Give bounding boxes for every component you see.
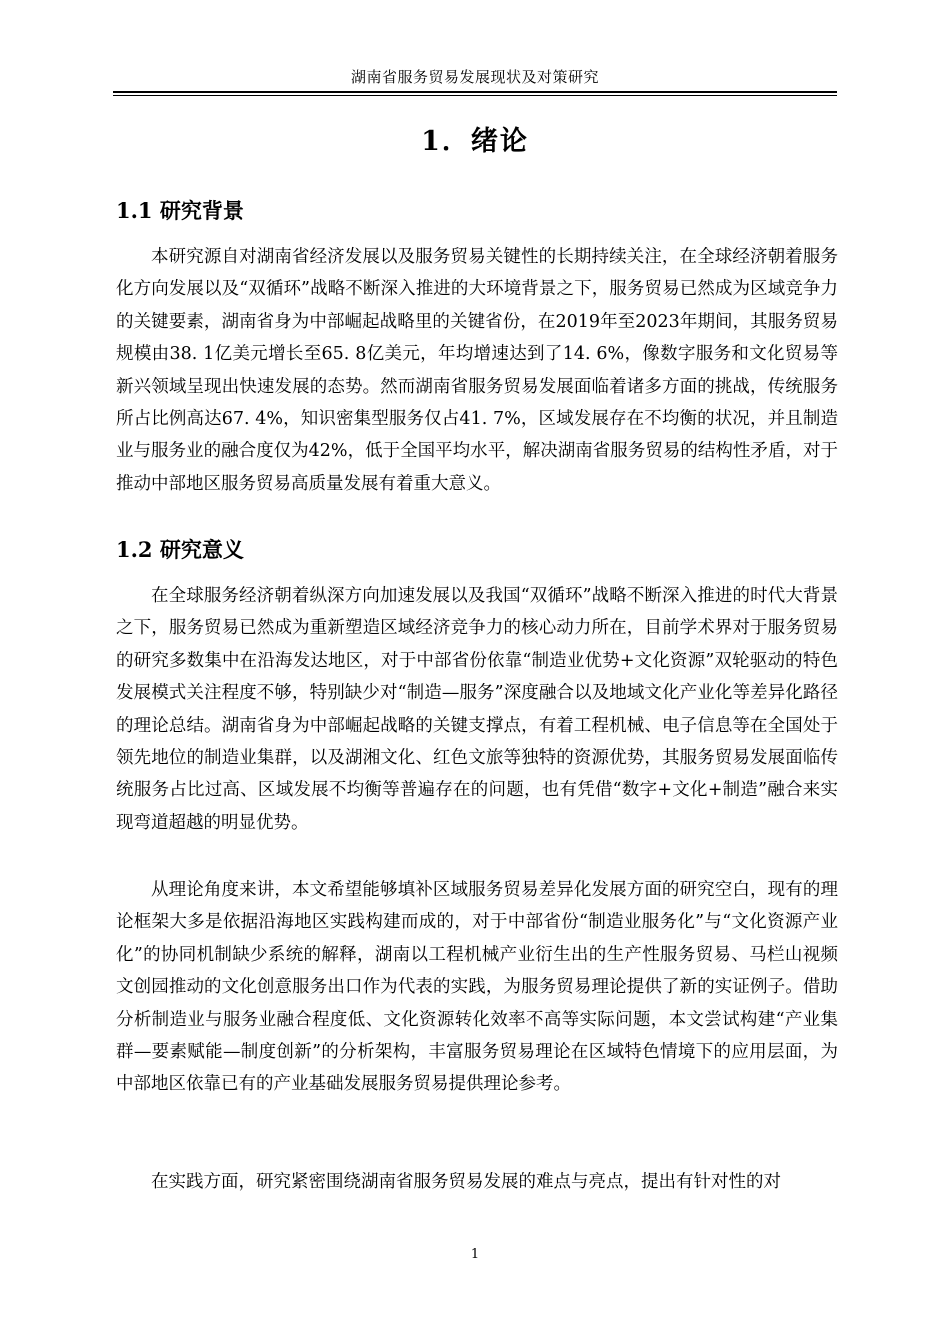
section-heading-background: 1.1 研究背景 [116, 198, 244, 223]
header-rule-thick [113, 91, 837, 93]
paragraph-background: 本研究源自对湖南省经济发展以及服务贸易关键性的长期持续关注，在全球经济朝着服务化方向发展以及“双循环”战略不断深入推进的大环境背景之下，服务贸易已然成为区域竞争力的关键要素，湖南省身为中部崛起战略里的关键省份，在2019年至2023年期间，其服务贸易规模由38. 1亿美元增长至65. 8亿美元，年均增速达到了14. 6%，像数字服务和文化贸易等新兴领域呈现出快速发展的态势。然而湖南省服务贸易发展面临着诸多方面的挑战，传统服务所占比例高达67. 4%，知识密集型服务仅占41. 7%，区域发展存在不均衡的状况，并且制造业与服务业的融合度仅为42%，低于全国平均水平，解决湖南省服务贸易的结构性矛盾，对于推动中部地区服务贸易高质量发展有着重大意义。 [116, 247, 838, 494]
running-header: 湖南省服务贸易发展现状及对策研究 [350, 68, 599, 86]
page-number: 1 [470, 1247, 480, 1262]
paragraph-significance-theory: 从理论角度来讲，本文希望能够填补区域服务贸易差异化发展方面的研究空白，现有的理论框架大多是依据沿海地区实践构建而成的，对于中部省份“制造业服务化”与“文化资源产业化”的协同机制缺少系统的解释，湖南以工程机械产业衍生出的生产性服务贸易、马栏山视频文创园推动的文化创意服务出口作为代表的实践，为服务贸易理论提供了新的实证例子。借助分析制造业与服务业融合程度低、文化资源转化效率不高等实际问题，本文尝试构建“产业集群—要素赋能—制度创新”的分析架构，丰富服务贸易理论在区域特色情境下的应用层面，为中部地区依靠已有的产业基础发展服务贸易提供理论参考。 [116, 880, 838, 1095]
paragraph-significance-practice: 在实践方面，研究紧密围绕湖南省服务贸易发展的难点与亮点，提出有针对性的对 [151, 1172, 781, 1192]
header-rule-thin [113, 95, 837, 96]
chapter-title: 1．绪论 [421, 126, 529, 157]
paragraph-significance-intro: 在全球服务经济朝着纵深方向加速发展以及我国“双循环”战略不断深入推进的时代大背景之下，服务贸易已然成为重新塑造区域经济竞争力的核心动力所在，目前学术界对于服务贸易的研究多数集中在沿海发达地区，对于中部省份依靠“制造业优势+文化资源”双轮驱动的特色发展模式关注程度不够，特别缺少对“制造—服务”深度融合以及地域文化产业化等差异化路径的理论总结。湖南省身为中部崛起战略的关键支撑点，有着工程机械、电子信息等在全国处于领先地位的制造业集群，以及湖湘文化、红色文旅等独特的资源优势，其服务贸易发展面临传统服务占比过高、区域发展不均衡等普遍存在的问题，也有凭借“数字+文化+制造”融合来实现弯道超越的明显优势。 [116, 586, 838, 833]
section-heading-significance: 1.2 研究意义 [116, 537, 244, 562]
